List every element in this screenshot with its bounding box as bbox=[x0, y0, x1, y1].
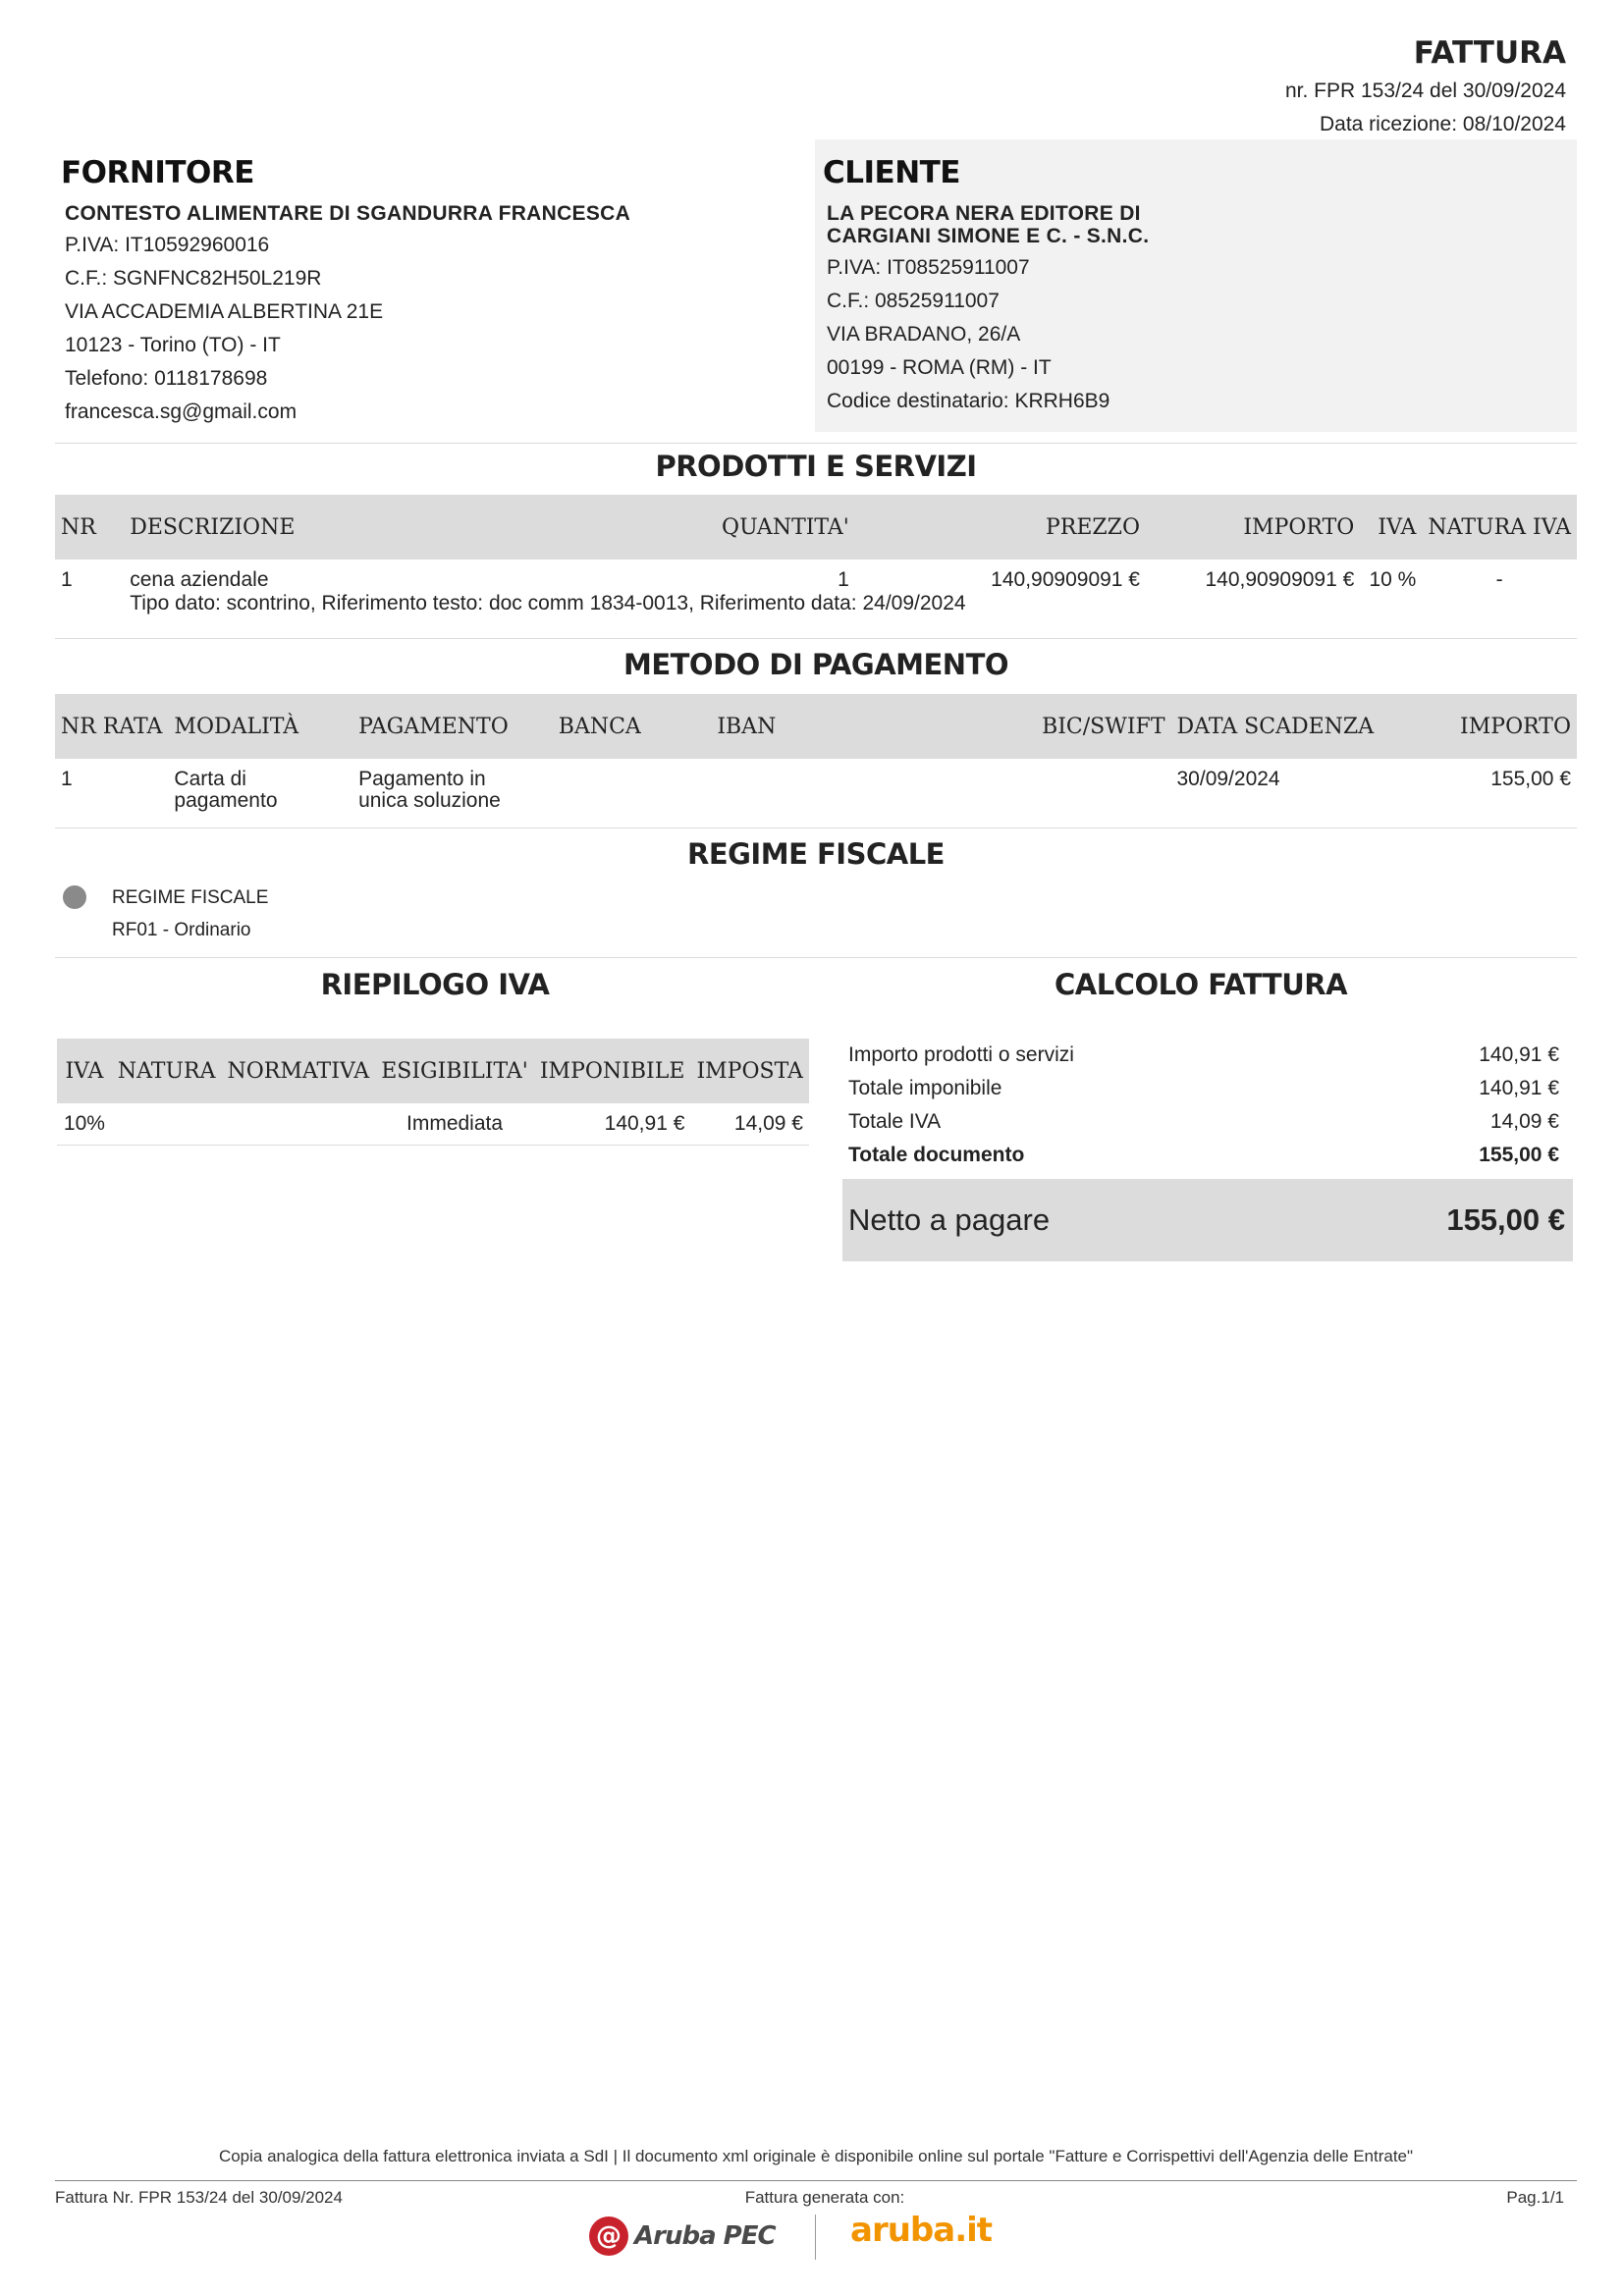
invoice-received-date: Data ricezione: 08/10/2024 bbox=[1319, 113, 1566, 135]
cliente-box bbox=[815, 139, 1577, 432]
row-dettaglio: Tipo dato: scontrino, Riferimento testo: doc comm 1834-0013, Riferimento data: 24/09/2024 bbox=[130, 592, 966, 614]
col-prezzo: PREZZO bbox=[855, 495, 1146, 560]
rata-iban bbox=[711, 759, 989, 812]
footer-divider bbox=[55, 2180, 1577, 2181]
calc-label: Importo prodotti o servizi bbox=[848, 1043, 1074, 1066]
col-banca: BANCA bbox=[553, 694, 712, 759]
col-riep-natura: NATURA bbox=[112, 1039, 222, 1103]
pagamento-title: METODO DI PAGAMENTO bbox=[622, 648, 1009, 681]
calc-row-iva bbox=[842, 1105, 1567, 1139]
calc-label: Totale documento bbox=[848, 1144, 1025, 1166]
riep-normativa bbox=[221, 1103, 375, 1146]
invoice-header bbox=[1285, 31, 1566, 141]
col-iva: IVA bbox=[1360, 495, 1422, 560]
calcolo-title: CALCOLO FATTURA bbox=[1054, 968, 1348, 1001]
fornitore-address: VIA ACCADEMIA ALBERTINA 21E bbox=[65, 300, 384, 323]
row-natura: - bbox=[1495, 568, 1503, 591]
col-riep-imposta: IMPOSTA bbox=[690, 1039, 809, 1103]
netto-label: Netto a pagare bbox=[848, 1202, 1051, 1237]
table-row bbox=[57, 1103, 809, 1146]
fornitore-name: CONTESTO ALIMENTARE DI SGANDURRA FRANCESCA bbox=[65, 202, 631, 225]
cliente-name-line-2: CARGIANI SIMONE E C. - S.N.C. bbox=[827, 225, 1150, 247]
col-importo: IMPORTO bbox=[1146, 495, 1360, 560]
calc-label: Totale imponibile bbox=[848, 1077, 1002, 1099]
riepilogo-header-row bbox=[57, 1039, 809, 1103]
col-modalita: MODALITÀ bbox=[168, 694, 352, 759]
row-importo: 140,90909091 € bbox=[1205, 568, 1355, 591]
calcolo-block bbox=[842, 1039, 1567, 1172]
riep-natura bbox=[112, 1103, 222, 1146]
col-quantita: QUANTITA' bbox=[663, 495, 855, 560]
aruba-pec-logo-text: Aruba PEC bbox=[634, 2221, 776, 2251]
cliente-city: 00199 - ROMA (RM) - IT bbox=[827, 356, 1052, 379]
calc-value: 155,00 € bbox=[1479, 1144, 1559, 1166]
riepilogo-title: RIEPILOGO IVA bbox=[320, 968, 550, 1001]
bullet-dot-icon bbox=[63, 885, 86, 909]
col-riep-iva: IVA bbox=[57, 1039, 112, 1103]
row-prezzo: 140,90909091 € bbox=[991, 568, 1140, 591]
footer-page-number: Pag.1/1 bbox=[1506, 2188, 1564, 2207]
divider bbox=[55, 443, 1577, 444]
rata-bic bbox=[989, 759, 1171, 812]
detail-spacer bbox=[55, 591, 124, 614]
col-natura-iva: NATURA IVA bbox=[1422, 495, 1577, 560]
rata-pagamento-line-2: unica soluzione bbox=[358, 789, 501, 812]
rata-pagamento-line-1: Pagamento in bbox=[358, 768, 486, 790]
regime-value: RF01 - Ordinario bbox=[112, 920, 251, 940]
prodotti-title: PRODOTTI E SERVIZI bbox=[655, 450, 977, 483]
fornitore-phone: Telefono: 0118178698 bbox=[65, 367, 268, 390]
footer-note: Copia analogica della fattura elettronica inviata a SdI | Il documento xml originale è disponibile online sul portale "Fatture e Corrispettivi dell'Agenzia delle Entrate" bbox=[218, 2147, 1414, 2165]
rata-nr: 1 bbox=[61, 768, 73, 790]
col-nr: NR bbox=[55, 495, 124, 560]
calc-row-totale bbox=[842, 1139, 1567, 1172]
prodotti-table bbox=[55, 495, 1577, 614]
col-nr-rata: NR RATA bbox=[55, 694, 168, 759]
calc-row-imponibile bbox=[842, 1072, 1567, 1105]
table-row bbox=[55, 560, 1577, 591]
col-pagamento: PAGAMENTO bbox=[352, 694, 553, 759]
regime-label: REGIME FISCALE bbox=[112, 887, 269, 908]
col-bic: BIC/SWIFT bbox=[989, 694, 1171, 759]
aruba-pec-logo bbox=[589, 2215, 776, 2258]
footer-generated-with: Fattura generata con: bbox=[744, 2188, 905, 2207]
rata-modalita-line-1: Carta di bbox=[174, 768, 246, 790]
riep-iva: 10% bbox=[63, 1112, 105, 1135]
row-quantita: 1 bbox=[838, 568, 849, 591]
netto-value: 155,00 € bbox=[1446, 1202, 1565, 1237]
table-row-detail bbox=[55, 591, 1577, 614]
netto-a-pagare bbox=[842, 1179, 1573, 1261]
col-riep-esigibilita: ESIGIBILITA' bbox=[375, 1039, 534, 1103]
row-descrizione: cena aziendale bbox=[130, 568, 269, 591]
regime-text bbox=[112, 881, 268, 946]
prodotti-header-row bbox=[55, 495, 1577, 560]
col-riep-normativa: NORMATIVA bbox=[221, 1039, 375, 1103]
divider bbox=[55, 638, 1577, 639]
regime-title: REGIME FISCALE bbox=[686, 837, 945, 871]
calc-label: Totale IVA bbox=[848, 1110, 942, 1133]
row-iva: 10 % bbox=[1369, 568, 1417, 591]
col-iban: IBAN bbox=[711, 694, 989, 759]
riep-esigibilita: Immediata bbox=[406, 1112, 504, 1135]
pagamento-header-row bbox=[55, 694, 1577, 759]
divider bbox=[55, 957, 1577, 958]
invoice-title: FATTURA bbox=[1413, 35, 1566, 71]
cliente-address: VIA BRADANO, 26/A bbox=[827, 323, 1021, 346]
cliente-title: CLIENTE bbox=[823, 155, 960, 190]
fornitore-piva: P.IVA: IT10592960016 bbox=[65, 234, 270, 256]
calc-value: 14,09 € bbox=[1489, 1110, 1559, 1133]
fornitore-city: 10123 - Torino (TO) - IT bbox=[65, 334, 281, 356]
col-data-scadenza: DATA SCADENZA bbox=[1171, 694, 1407, 759]
aruba-it-logo: aruba.it bbox=[850, 2211, 993, 2250]
pagamento-table bbox=[55, 694, 1577, 812]
rata-modalita bbox=[168, 759, 352, 812]
calc-value: 140,91 € bbox=[1479, 1043, 1559, 1066]
logo-separator bbox=[815, 2215, 816, 2260]
cliente-cf: C.F.: 08525911007 bbox=[827, 290, 1000, 312]
fornitore-email: francesca.sg@gmail.com bbox=[65, 400, 298, 423]
aruba-pec-at-icon: @ bbox=[589, 2216, 628, 2256]
footer-invoice-ref: Fattura Nr. FPR 153/24 del 30/09/2024 bbox=[55, 2188, 343, 2207]
fornitore-cf: C.F.: SGNFNC82H50L219R bbox=[65, 267, 322, 290]
rata-modalita-line-2: pagamento bbox=[174, 789, 278, 812]
table-row bbox=[55, 759, 1577, 812]
cliente-codice-destinatario: Codice destinatario: KRRH6B9 bbox=[827, 390, 1110, 412]
rata-scadenza: 30/09/2024 bbox=[1176, 768, 1280, 790]
rata-banca bbox=[553, 759, 712, 812]
cliente-piva: P.IVA: IT08525911007 bbox=[827, 256, 1030, 279]
rata-pagamento bbox=[352, 759, 553, 812]
fornitore-title: FORNITORE bbox=[61, 155, 254, 190]
riep-imponibile: 140,91 € bbox=[604, 1112, 685, 1135]
rata-importo: 155,00 € bbox=[1490, 768, 1571, 790]
col-descrizione: DESCRIZIONE bbox=[124, 495, 663, 560]
cliente-name bbox=[827, 202, 1577, 247]
riep-imposta: 14,09 € bbox=[733, 1112, 803, 1135]
fornitore-box bbox=[55, 139, 801, 432]
calc-value: 140,91 € bbox=[1479, 1077, 1559, 1099]
col-riep-imponibile: IMPONIBILE bbox=[534, 1039, 691, 1103]
col-importo-rata: IMPORTO bbox=[1406, 694, 1577, 759]
riepilogo-table bbox=[57, 1039, 809, 1146]
invoice-number: nr. FPR 153/24 del 30/09/2024 bbox=[1284, 80, 1566, 102]
row-nr: 1 bbox=[61, 568, 73, 591]
calc-row-importo bbox=[842, 1039, 1567, 1072]
cliente-name-line-1: LA PECORA NERA EDITORE DI bbox=[827, 202, 1141, 225]
